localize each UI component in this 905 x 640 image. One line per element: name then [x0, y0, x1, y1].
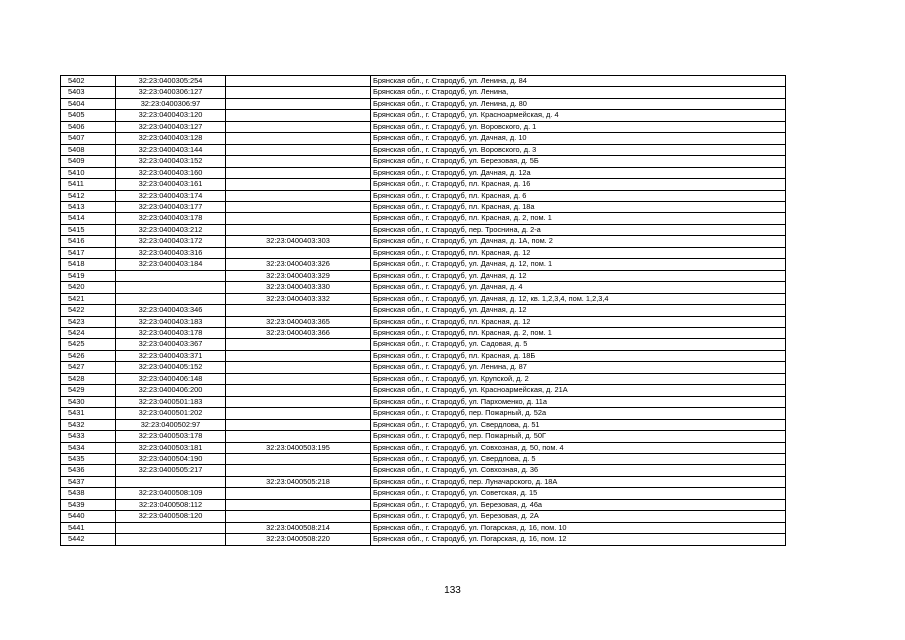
new-cadastral-number-cell: [226, 224, 371, 235]
new-cadastral-number-cell: [226, 385, 371, 396]
cadastral-number-cell: 32:23:0400501:183: [116, 396, 226, 407]
new-cadastral-number-cell: [226, 213, 371, 224]
table-row: [61, 419, 786, 430]
cadastral-number-cell: 32:23:0400403:120: [116, 110, 226, 121]
address-cell: Брянская обл., г. Стародуб, пл. Красная, д. 6: [371, 190, 786, 201]
address-cell: Брянская обл., г. Стародуб, пл. Красная, д. 12: [371, 316, 786, 327]
new-cadastral-number-cell: [226, 87, 371, 98]
row-number-cell: 5429: [61, 385, 116, 396]
cadastral-number-cell: 32:23:0400504:190: [116, 453, 226, 464]
page-number: 133: [444, 585, 461, 596]
row-number-cell: 5405: [61, 110, 116, 121]
address-cell: Брянская обл., г. Стародуб, пер. Пожарный, д. 52а: [371, 408, 786, 419]
row-number-cell: 5420: [61, 282, 116, 293]
cadastral-number-cell: [116, 522, 226, 533]
row-number-cell: 5402: [61, 76, 116, 87]
cadastral-number-cell: 32:23:0400403:152: [116, 156, 226, 167]
table-row: [61, 511, 786, 522]
row-number-cell: 5407: [61, 133, 116, 144]
table-row: [61, 350, 786, 361]
row-number-cell: 5411: [61, 179, 116, 190]
new-cadastral-number-cell: [226, 373, 371, 384]
address-cell: Брянская обл., г. Стародуб, пл. Красная, д. 18Б: [371, 350, 786, 361]
row-number-cell: 5428: [61, 373, 116, 384]
address-cell: Брянская обл., г. Стародуб, ул. Погарская, д. 16, пом. 12: [371, 534, 786, 545]
cadastral-number-cell: 32:23:0400403:316: [116, 247, 226, 258]
cadastral-number-cell: 32:23:0400508:109: [116, 488, 226, 499]
address-cell: Брянская обл., г. Стародуб, ул. Дачная, д. 12а: [371, 167, 786, 178]
row-number-cell: 5427: [61, 362, 116, 373]
new-cadastral-number-cell: [226, 76, 371, 87]
cadastral-number-cell: 32:23:0400403:367: [116, 339, 226, 350]
table-row: [61, 305, 786, 316]
new-cadastral-number-cell: [226, 305, 371, 316]
table-row: [61, 247, 786, 258]
address-cell: Брянская обл., г. Стародуб, ул. Ленина, д. 84: [371, 76, 786, 87]
new-cadastral-number-cell: 32:23:0400403:332: [226, 293, 371, 304]
cadastral-number-cell: 32:23:0400508:112: [116, 499, 226, 510]
table-row: [61, 293, 786, 304]
cadastral-number-cell: 32:23:0400505:217: [116, 465, 226, 476]
row-number-cell: 5437: [61, 476, 116, 487]
row-number-cell: 5441: [61, 522, 116, 533]
address-cell: Брянская обл., г. Стародуб, пл. Красная, д. 2, пом. 1: [371, 327, 786, 338]
cadastral-number-cell: 32:23:0400403:128: [116, 133, 226, 144]
table-row: [61, 224, 786, 235]
row-number-cell: 5418: [61, 259, 116, 270]
row-number-cell: 5432: [61, 419, 116, 430]
address-cell: Брянская обл., г. Стародуб, ул. Свердлова, д. 5: [371, 453, 786, 464]
address-cell: Брянская обл., г. Стародуб, ул. Воровского, д. 3: [371, 144, 786, 155]
cadastral-number-cell: 32:23:0400403:160: [116, 167, 226, 178]
table-row: [61, 144, 786, 155]
cadastral-number-cell: 32:23:0400403:177: [116, 201, 226, 212]
new-cadastral-number-cell: 32:23:0400508:220: [226, 534, 371, 545]
new-cadastral-number-cell: 32:23:0400403:303: [226, 236, 371, 247]
row-number-cell: 5440: [61, 511, 116, 522]
new-cadastral-number-cell: [226, 408, 371, 419]
row-number-cell: 5410: [61, 167, 116, 178]
cadastral-number-cell: 32:23:0400403:178: [116, 213, 226, 224]
row-number-cell: 5413: [61, 201, 116, 212]
table-row: [61, 476, 786, 487]
table-row: [61, 156, 786, 167]
new-cadastral-number-cell: [226, 396, 371, 407]
row-number-cell: 5442: [61, 534, 116, 545]
new-cadastral-number-cell: [226, 167, 371, 178]
address-cell: Брянская обл., г. Стародуб, ул. Пархоменко, д. 11а: [371, 396, 786, 407]
address-cell: Брянская обл., г. Стародуб, ул. Красноармейская, д. 21А: [371, 385, 786, 396]
row-number-cell: 5414: [61, 213, 116, 224]
table-row: [61, 499, 786, 510]
new-cadastral-number-cell: [226, 121, 371, 132]
row-number-cell: 5426: [61, 350, 116, 361]
table-row: [61, 133, 786, 144]
cadastral-number-cell: [116, 270, 226, 281]
table-row: [61, 453, 786, 464]
cadastral-number-cell: [116, 534, 226, 545]
address-cell: Брянская обл., г. Стародуб, ул. Садовая, д. 5: [371, 339, 786, 350]
row-number-cell: 5431: [61, 408, 116, 419]
cadastral-number-cell: [116, 476, 226, 487]
new-cadastral-number-cell: [226, 488, 371, 499]
address-cell: Брянская обл., г. Стародуб, ул. Свердлова, д. 51: [371, 419, 786, 430]
row-number-cell: 5422: [61, 305, 116, 316]
new-cadastral-number-cell: [226, 465, 371, 476]
address-cell: Брянская обл., г. Стародуб, ул. Дачная, д. 1А, пом. 2: [371, 236, 786, 247]
new-cadastral-number-cell: [226, 98, 371, 109]
table-row: [61, 339, 786, 350]
table-row: [61, 259, 786, 270]
table-row: [61, 522, 786, 533]
row-number-cell: 5403: [61, 87, 116, 98]
table-row: [61, 190, 786, 201]
cadastral-number-cell: [116, 293, 226, 304]
new-cadastral-number-cell: 32:23:0400403:326: [226, 259, 371, 270]
table-row: [61, 76, 786, 87]
new-cadastral-number-cell: 32:23:0400403:329: [226, 270, 371, 281]
table-row: [61, 179, 786, 190]
new-cadastral-number-cell: [226, 190, 371, 201]
address-cell: Брянская обл., г. Стародуб, ул. Ленина, д. 87: [371, 362, 786, 373]
new-cadastral-number-cell: [226, 499, 371, 510]
row-number-cell: 5430: [61, 396, 116, 407]
address-cell: Брянская обл., г. Стародуб, ул. Дачная, д. 4: [371, 282, 786, 293]
cadastral-number-cell: 32:23:0400403:161: [116, 179, 226, 190]
cadastral-number-cell: 32:23:0400403:178: [116, 327, 226, 338]
cadastral-number-cell: 32:23:0400403:144: [116, 144, 226, 155]
table-row: [61, 431, 786, 442]
table-row: [61, 167, 786, 178]
table-row: [61, 121, 786, 132]
cadastral-number-cell: 32:23:0400403:172: [116, 236, 226, 247]
address-cell: Брянская обл., г. Стародуб, ул. Березовая, д. 5Б: [371, 156, 786, 167]
row-number-cell: 5438: [61, 488, 116, 499]
new-cadastral-number-cell: [226, 179, 371, 190]
row-number-cell: 5415: [61, 224, 116, 235]
table-row: [61, 201, 786, 212]
address-cell: Брянская обл., г. Стародуб, ул. Дачная, д. 12: [371, 270, 786, 281]
cadastral-number-cell: 32:23:0400503:178: [116, 431, 226, 442]
address-cell: Брянская обл., г. Стародуб, ул. Советская, д. 15: [371, 488, 786, 499]
address-cell: Брянская обл., г. Стародуб, пер. Пожарный, д. 50Г: [371, 431, 786, 442]
address-cell: Брянская обл., г. Стародуб, пер. Луначарского, д. 18А: [371, 476, 786, 487]
address-cell: Брянская обл., г. Стародуб, ул. Ленина,: [371, 87, 786, 98]
cadastral-number-cell: 32:23:0400405:152: [116, 362, 226, 373]
address-cell: Брянская обл., г. Стародуб, ул. Крупской, д. 2: [371, 373, 786, 384]
cadastral-number-cell: 32:23:0400508:120: [116, 511, 226, 522]
table-row: [61, 270, 786, 281]
cadastral-number-cell: 32:23:0400403:183: [116, 316, 226, 327]
address-cell: Брянская обл., г. Стародуб, ул. Дачная, д. 10: [371, 133, 786, 144]
new-cadastral-number-cell: [226, 453, 371, 464]
row-number-cell: 5412: [61, 190, 116, 201]
cadastral-number-cell: 32:23:0400403:184: [116, 259, 226, 270]
cadastral-number-cell: 32:23:0400403:174: [116, 190, 226, 201]
address-cell: Брянская обл., г. Стародуб, пер. Троснина, д. 2-а: [371, 224, 786, 235]
new-cadastral-number-cell: [226, 511, 371, 522]
new-cadastral-number-cell: [226, 247, 371, 258]
new-cadastral-number-cell: [226, 419, 371, 430]
row-number-cell: 5421: [61, 293, 116, 304]
address-cell: Брянская обл., г. Стародуб, ул. Березовая, д. 2А: [371, 511, 786, 522]
row-number-cell: 5416: [61, 236, 116, 247]
new-cadastral-number-cell: [226, 350, 371, 361]
row-number-cell: 5436: [61, 465, 116, 476]
cadastral-number-cell: 32:23:0400403:371: [116, 350, 226, 361]
row-number-cell: 5424: [61, 327, 116, 338]
row-number-cell: 5439: [61, 499, 116, 510]
cadastral-number-cell: 32:23:0400305:254: [116, 76, 226, 87]
cadastral-number-cell: 32:23:0400403:212: [116, 224, 226, 235]
registry-table: [60, 75, 786, 546]
cadastral-number-cell: 32:23:0400501:202: [116, 408, 226, 419]
new-cadastral-number-cell: 32:23:0400503:195: [226, 442, 371, 453]
new-cadastral-number-cell: 32:23:0400508:214: [226, 522, 371, 533]
table-row: [61, 110, 786, 121]
table-row: [61, 213, 786, 224]
cadastral-number-cell: 32:23:0400502:97: [116, 419, 226, 430]
new-cadastral-number-cell: 32:23:0400403:330: [226, 282, 371, 293]
cadastral-number-cell: 32:23:0400306:97: [116, 98, 226, 109]
row-number-cell: 5419: [61, 270, 116, 281]
address-cell: Брянская обл., г. Стародуб, ул. Красноармейская, д. 4: [371, 110, 786, 121]
new-cadastral-number-cell: [226, 431, 371, 442]
new-cadastral-number-cell: 32:23:0400403:366: [226, 327, 371, 338]
address-cell: Брянская обл., г. Стародуб, ул. Погарская, д. 16, пом. 10: [371, 522, 786, 533]
table-row: [61, 488, 786, 499]
row-number-cell: 5417: [61, 247, 116, 258]
new-cadastral-number-cell: [226, 144, 371, 155]
table-row: [61, 373, 786, 384]
row-number-cell: 5409: [61, 156, 116, 167]
cadastral-number-cell: 32:23:0400403:346: [116, 305, 226, 316]
new-cadastral-number-cell: [226, 339, 371, 350]
cadastral-number-cell: 32:23:0400406:148: [116, 373, 226, 384]
table-row: [61, 87, 786, 98]
row-number-cell: 5435: [61, 453, 116, 464]
row-number-cell: 5406: [61, 121, 116, 132]
table-row: [61, 396, 786, 407]
table-row: [61, 534, 786, 545]
table-row: [61, 327, 786, 338]
table-body: [61, 76, 786, 546]
table-row: [61, 362, 786, 373]
cadastral-number-cell: 32:23:0400306:127: [116, 87, 226, 98]
address-cell: Брянская обл., г. Стародуб, пл. Красная, д. 18а: [371, 201, 786, 212]
table-row: [61, 98, 786, 109]
table-row: [61, 385, 786, 396]
row-number-cell: 5433: [61, 431, 116, 442]
address-cell: Брянская обл., г. Стародуб, пл. Красная, д. 2, пом. 1: [371, 213, 786, 224]
row-number-cell: 5423: [61, 316, 116, 327]
new-cadastral-number-cell: [226, 362, 371, 373]
address-cell: Брянская обл., г. Стародуб, ул. Воровского, д. 1: [371, 121, 786, 132]
address-cell: Брянская обл., г. Стародуб, ул. Дачная, д. 12, пом. 1: [371, 259, 786, 270]
address-cell: Брянская обл., г. Стародуб, ул. Совхозная, д. 50, пом. 4: [371, 442, 786, 453]
new-cadastral-number-cell: 32:23:0400403:365: [226, 316, 371, 327]
cadastral-number-cell: 32:23:0400406:200: [116, 385, 226, 396]
cadastral-number-cell: 32:23:0400403:127: [116, 121, 226, 132]
new-cadastral-number-cell: [226, 133, 371, 144]
new-cadastral-number-cell: 32:23:0400505:218: [226, 476, 371, 487]
row-number-cell: 5404: [61, 98, 116, 109]
cadastral-number-cell: [116, 282, 226, 293]
address-cell: Брянская обл., г. Стародуб, пл. Красная, д. 16: [371, 179, 786, 190]
table-row: [61, 408, 786, 419]
address-cell: Брянская обл., г. Стародуб, ул. Совхозная, д. 36: [371, 465, 786, 476]
new-cadastral-number-cell: [226, 110, 371, 121]
table-row: [61, 442, 786, 453]
new-cadastral-number-cell: [226, 201, 371, 212]
new-cadastral-number-cell: [226, 156, 371, 167]
address-cell: Брянская обл., г. Стародуб, ул. Березовая, д. 46а: [371, 499, 786, 510]
table-row: [61, 282, 786, 293]
table-row: [61, 236, 786, 247]
address-cell: Брянская обл., г. Стародуб, ул. Дачная, д. 12, кв. 1,2,3,4, пом. 1,2,3,4: [371, 293, 786, 304]
table-row: [61, 465, 786, 476]
cadastral-number-cell: 32:23:0400503:181: [116, 442, 226, 453]
address-cell: Брянская обл., г. Стародуб, ул. Дачная, д. 12: [371, 305, 786, 316]
row-number-cell: 5434: [61, 442, 116, 453]
row-number-cell: 5408: [61, 144, 116, 155]
row-number-cell: 5425: [61, 339, 116, 350]
address-cell: Брянская обл., г. Стародуб, пл. Красная, д. 12: [371, 247, 786, 258]
table-row: [61, 316, 786, 327]
address-cell: Брянская обл., г. Стародуб, ул. Ленина, д. 80: [371, 98, 786, 109]
